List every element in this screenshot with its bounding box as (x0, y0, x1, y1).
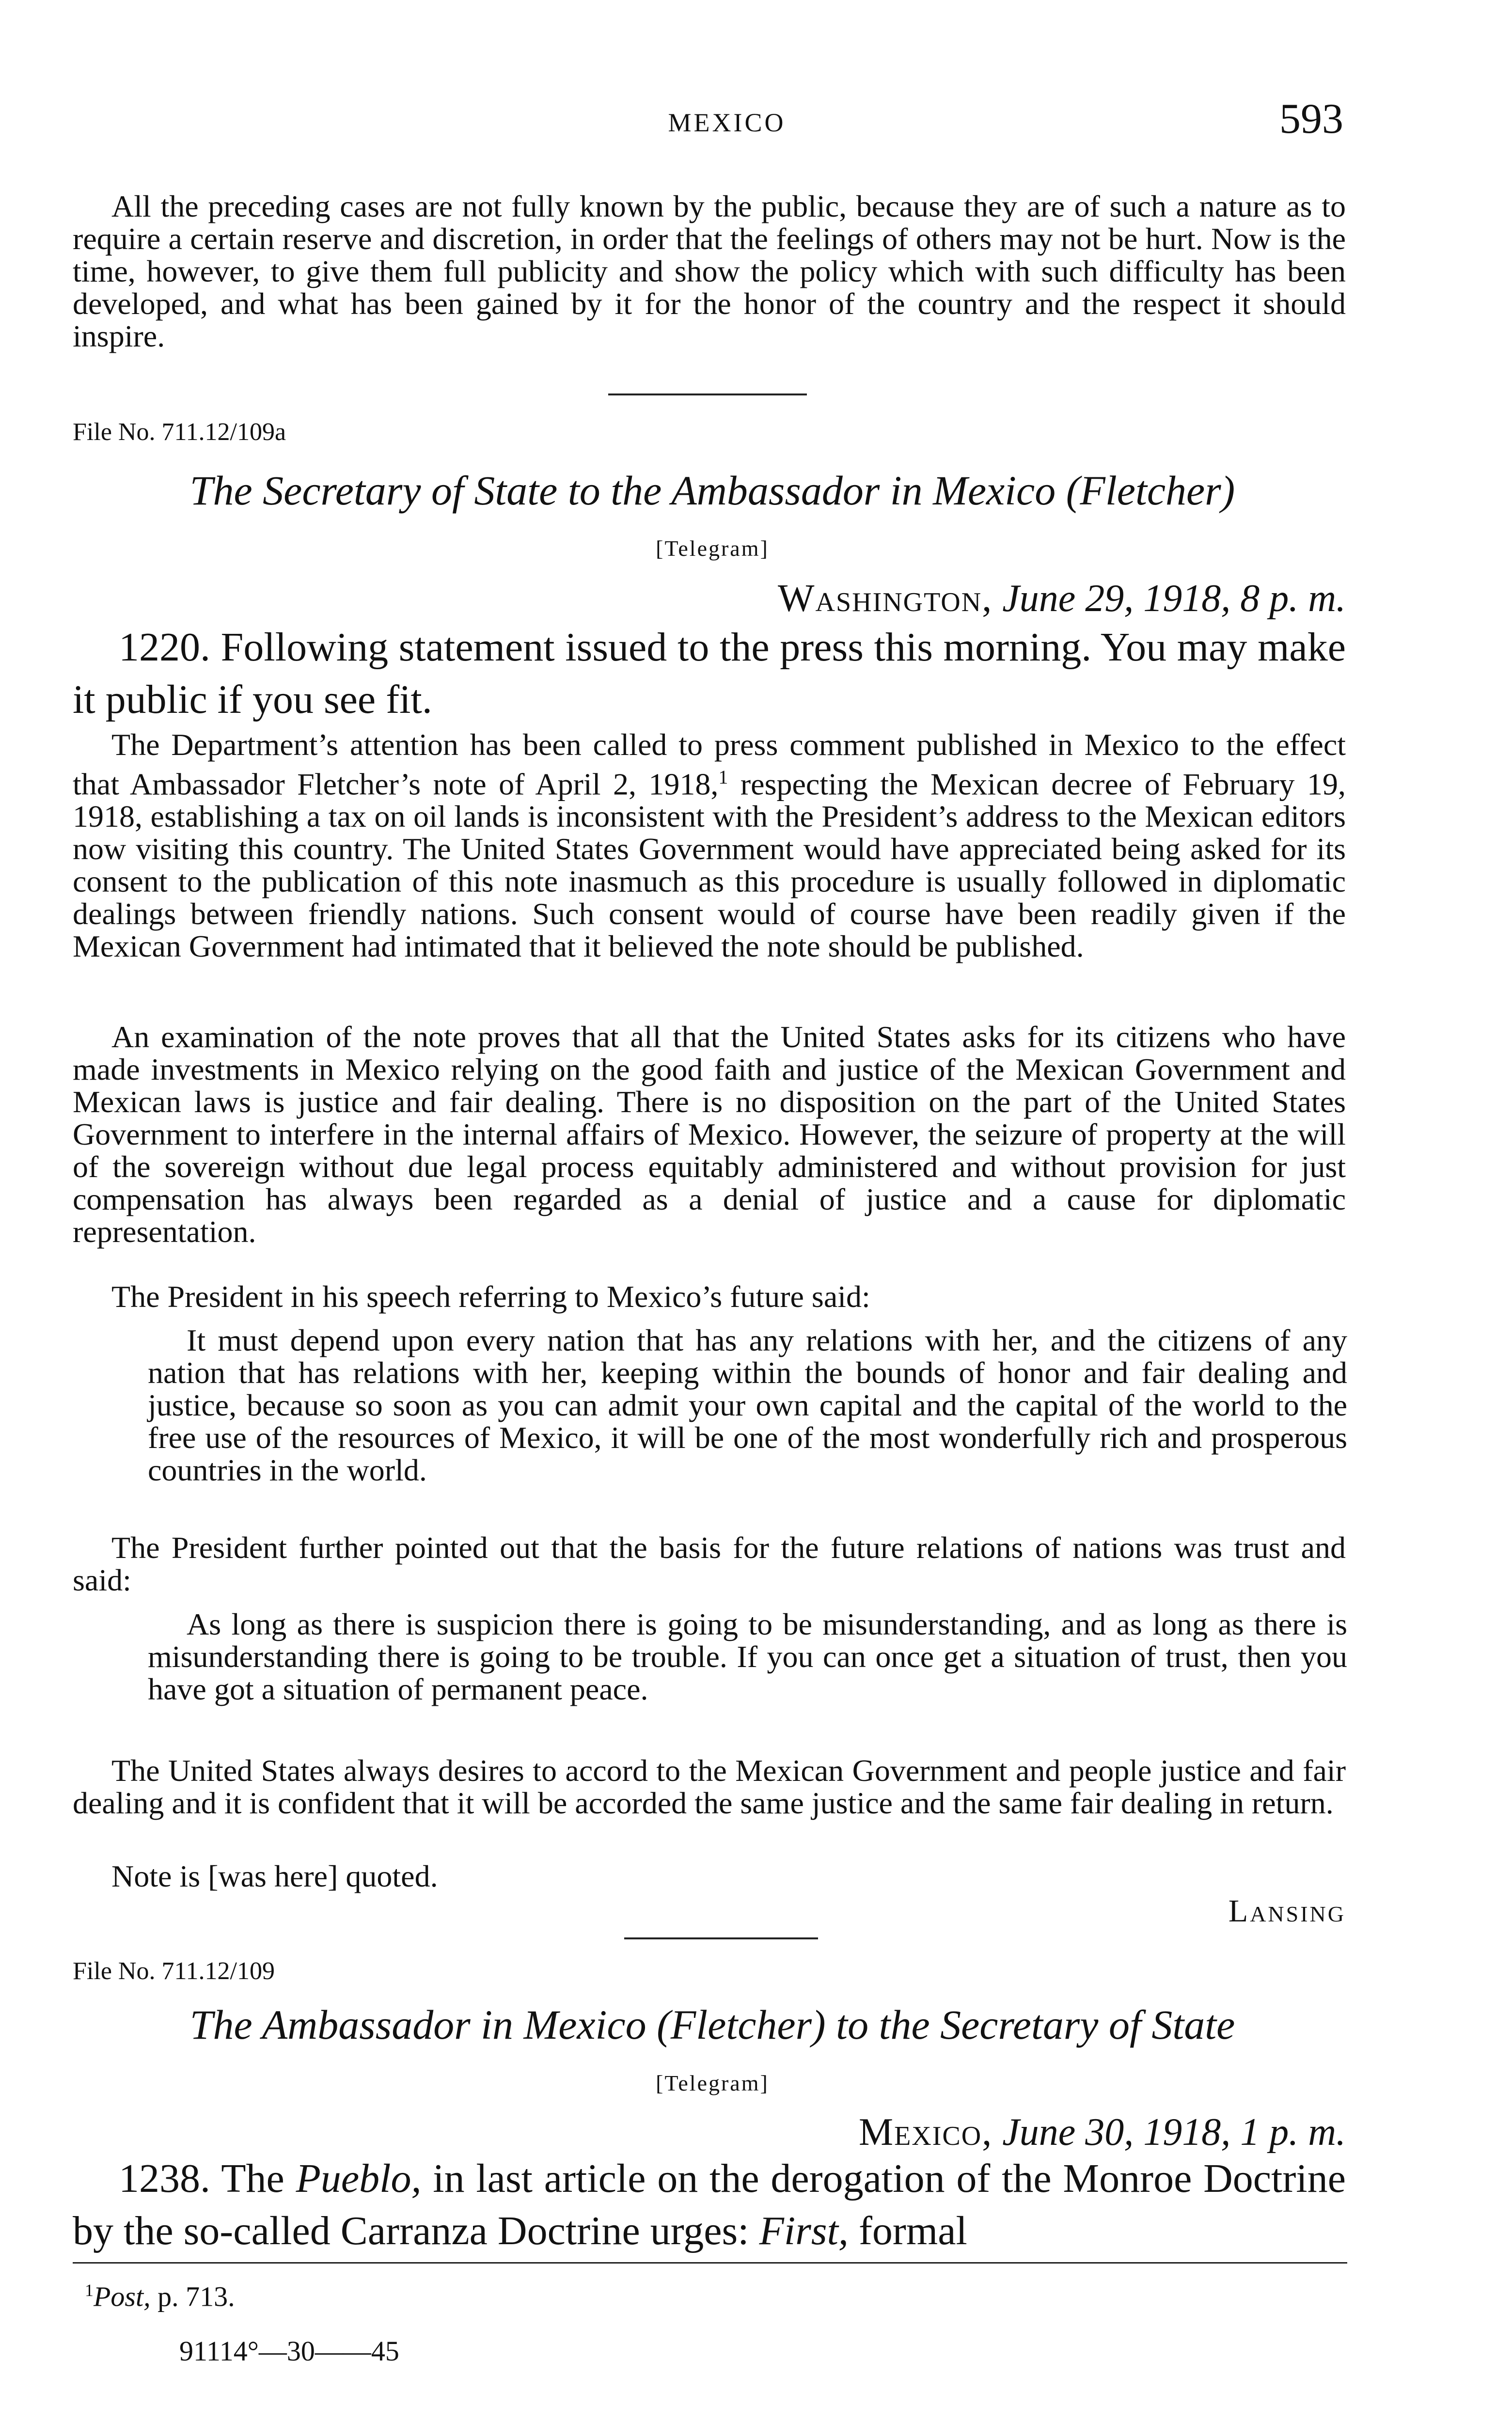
paragraph-text: in last article on the derogation of the Monroe Doctrine by the so-called Carranza Doctrine urges: (73, 2156, 1346, 2253)
statement-paragraph: The President further pointed out that the basis for the future relations of nations was trust and said: (73, 1530, 1346, 1597)
intro-paragraph: All the preceding cases are not fully known by the public, because they are of such a nature as to require a certain reserve and discretion, in order that the feelings of others may not be hurt. Now is the time, however, to give them full publicity and show the policy which with such difficulty has been developed, and what has been gained by it for the honor of the country and the respect it should inspire. (73, 189, 1346, 353)
dateline-date: June 29, 1918, 8 p. m. (1002, 577, 1346, 620)
dateline-city: Washington, (778, 577, 993, 620)
file-number: File No. 711.12/109 (73, 1957, 275, 1985)
paragraph-text: formal (848, 2208, 967, 2253)
dateline-date: June 30, 1918, 1 p. m. (1002, 2111, 1346, 2154)
section-divider (624, 1937, 818, 1939)
emphasis-text: First, (759, 2208, 849, 2253)
file-number: File No. 711.12/109a (73, 418, 286, 446)
footnote-reference: 1 (718, 766, 728, 788)
footnote-text: Post, (94, 2281, 151, 2313)
paragraph-text: 1238. The (119, 2156, 296, 2201)
signature: Lansing (1228, 1893, 1346, 1929)
page-number: 593 (1279, 95, 1343, 142)
footnote-text: p. 713. (150, 2281, 235, 2313)
statement-paragraph (73, 728, 1346, 962)
statement-paragraph: The President in his speech referring to Mexico’s future said: (111, 1279, 870, 1314)
dateline (859, 2110, 1346, 2155)
newspaper-name: Pueblo, (296, 2156, 422, 2201)
statement-paragraph: The United States always desires to accord to the Mexican Government and people justice and fair dealing and it is confident that it will be accorded the same justice and the same fair dealing in return. (73, 1753, 1346, 1820)
statement-paragraph: An examination of the note proves that all that the United States asks for its citizens who have made investments in Mexico relying on the good faith and justice of the Mexican Government and Mexican laws is justice and fair dealing. There is no disposition on the part of the United States Government to interfere in the internal affairs of Mexico. However, the seizure of property at the will of the sovereign without due legal process equitably administered and without provision for just compensation has always been regarded as a denial of justice and a cause for diplomatic representation. (73, 1020, 1346, 1249)
telegram-opening: 1220. Following statement issued to the press this morning. You may make it public if you see fit. (73, 625, 1346, 722)
footnote (85, 2280, 235, 2313)
dateline (778, 577, 1346, 621)
telegram-label: [Telegram] (656, 2071, 769, 2095)
block-quote: As long as there is suspicion there is going to be misunderstanding, and as long as there is misunderstanding there is going to be trouble. If you can once get a situation of trust, then you have got a situation of permanent peace. (148, 1607, 1347, 1706)
dateline-city: Mexico, (858, 2111, 993, 2154)
document-heading: The Ambassador in Mexico (Fletcher) to the Secretary of State (189, 2001, 1235, 2048)
footnote-rule (73, 2262, 1347, 2264)
statement-paragraph: Note is [was here] quoted. (111, 1859, 438, 1893)
block-quote: It must depend upon every nation that has any relations with her, and the citizens of any nation that has relations with her, keeping within the bounds of honor and fair dealing and justice, because so soon as you can admit your own capital and the capital of the world to the free use of the resources of Mexico, it will be one of the most wonderfully rich and prosperous countries in the world. (148, 1323, 1347, 1487)
section-divider (608, 393, 807, 395)
running-header: MEXICO (668, 108, 786, 137)
telegram-label: [Telegram] (656, 536, 769, 561)
document-heading: The Secretary of State to the Ambassador in Mexico (Fletcher) (189, 467, 1235, 514)
footnote-marker: 1 (85, 2281, 94, 2300)
paragraph-text: The Department’s attention has been called to press comment published in Mexico to the effect that Ambassador Fletcher’s note of April 2, 1918, (73, 727, 1346, 802)
telegram-opening (73, 2153, 1346, 2257)
paragraph-text: respecting the Mexican decree of February 19, 1918, establishing a tax on oil lands is inconsistent with the President’s address to the Mexican editors now visiting this country. The United States Government would have appreciated being asked for its consent to the publication of this note inasmuch as this procedure is usually followed in diplomatic dealings between friendly nations. Such consent would of course have been readily given if the Mexican Government had intimated that it believed the note should be published. (73, 767, 1346, 964)
printer-code: 91114°—30——45 (179, 2335, 399, 2367)
